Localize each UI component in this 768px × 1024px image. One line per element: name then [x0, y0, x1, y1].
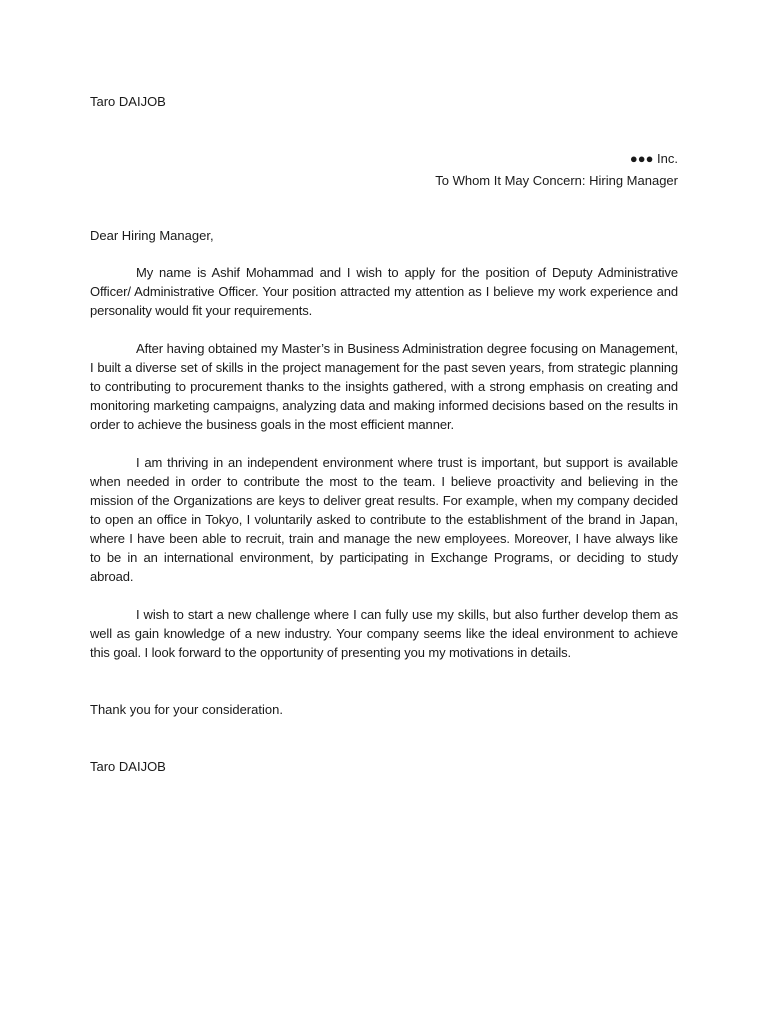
recipient-block — [90, 148, 678, 192]
recipient-company: ●●● Inc. — [629, 151, 678, 166]
body-paragraph-4: I wish to start a new challenge where I can fully use my skills, but also further develop them as well as gain knowledge of a new industry. Your company seems like the ideal environment to achieve this goal. I look forward to the opportunity of presenting you my motivations in details. — [90, 607, 678, 660]
sender-name: Taro DAIJOB — [90, 94, 166, 109]
body-paragraph-1: My name is Ashif Mohammad and I wish to apply for the position of Deputy Administrative Officer/ Administrative Officer. Your position attracted my attention as I believe my work experience and personality would fit your requirements. — [90, 265, 678, 318]
cover-letter — [90, 92, 678, 776]
recipient-line: To Whom It May Concern: Hiring Manager — [435, 173, 678, 188]
body-paragraph-3: I am thriving in an independent environment where trust is important, but support is available when needed in order to contribute the most to the team. I believe proactivity and believing in the mission of the Organizations are keys to deliver great results. For example, when my company decided to open an office in Tokyo, I voluntarily asked to contribute to the establishment of the brand in Japan, where I have been able to recruit, train and manage the new employees. Moreover, I have always like to be in an international environment, by participating in Exchange Programs, or deciding to study abroad. — [90, 455, 678, 584]
signature-name: Taro DAIJOB — [90, 759, 166, 774]
salutation: Dear Hiring Manager, — [90, 228, 214, 243]
body-paragraph-2: After having obtained my Master’s in Business Administration degree focusing on Management, I built a diverse set of skills in the project management for the past seven years, from strategic planning to contributing to procurement thanks to the insights gathered, with a strong emphasis on creating and monitoring marketing campaigns, analyzing data and making informed decisions based on the results in order to achieve the business goals in the most efficient manner. — [90, 341, 678, 432]
closing-line: Thank you for your consideration. — [90, 702, 283, 717]
